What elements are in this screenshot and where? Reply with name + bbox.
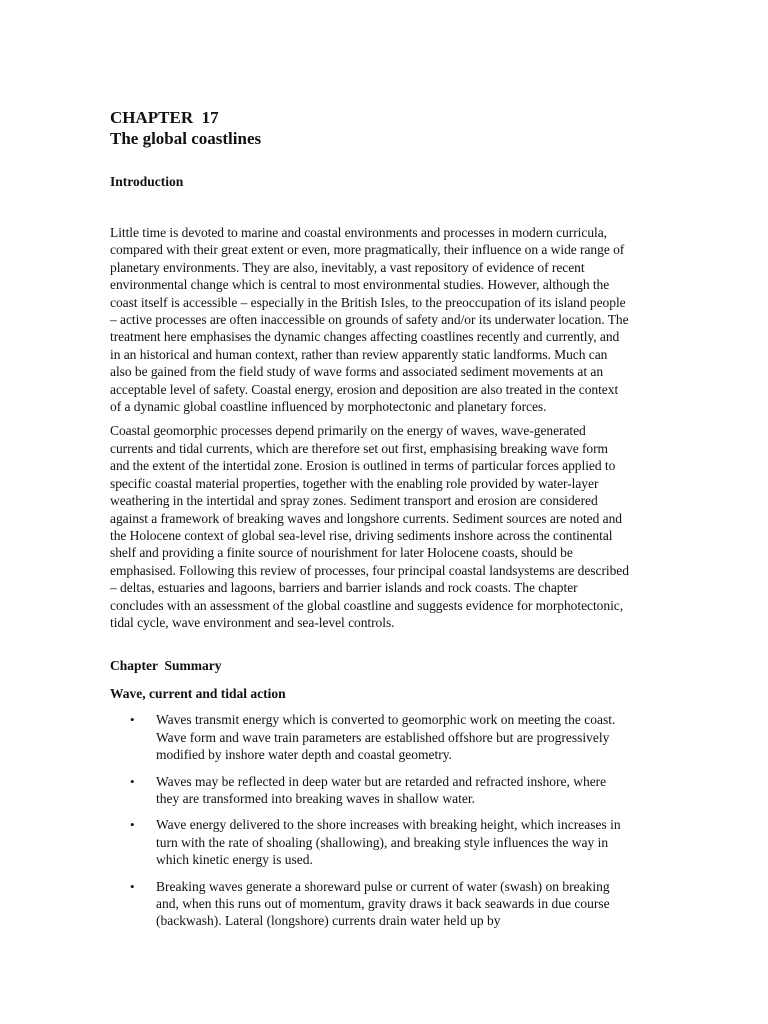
introduction-paragraph-2: Coastal geomorphic processes depend primarily on the energy of waves, wave-generated currents and tidal currents, which are therefore set out first, emphasising breaking wave form and the extent of the intertidal zone. Erosion is outlined in terms of particular forces applied to specific coastal material properties, together with the enabling role provided by water-layer weathering in the intertidal and spray zones. Sediment transport and erosion are considered against a framework of breaking waves and longshore currents. Sediment sources are noted and the Holocene context of global sea-level rise, driving sediments inshore across the continental shelf and providing a finite source of nourishment for later Holocene coasts, should be emphasised. Following this review of processes, four principal coastal landsystems are described – deltas, estuaries and lagoons, barriers and barrier islands and rock coasts. The chapter concludes with an assessment of the global coastline and suggests evidence for morphotectonic, tidal cycle, wave environment and sea-level controls.	[110, 423, 629, 630]
list-item	[110, 773, 630, 808]
summary-bullet-list	[110, 711, 630, 929]
list-item	[110, 878, 630, 930]
list-item	[110, 816, 630, 868]
introduction-heading: Introduction	[110, 174, 184, 189]
list-item-text: Wave energy delivered to the shore increases with breaking height, which increases in turn with the rate of shoaling (shallowing), and breaking style influences the way in which kinetic energy is used.	[156, 817, 621, 868]
introduction-paragraph-1: Little time is devoted to marine and coastal environments and processes in modern curricula, compared with their great extent or even, more pragmatically, their influence on a wide range of planetary environments. They are also, inevitably, a vast repository of evidence of recent environmental change which is central to most environmental studies. However, although the coast itself is accessible – especially in the British Isles, to the preoccupation of its island people – active processes are often inaccessible on grounds of safety and/or its underwater location. The treatment here emphasises the dynamic changes affecting coastlines recently and currently, and in an historical and human context, rather than review apparently static landforms. Much can also be gained from the field study of wave forms and associated sediment movements at an acceptable level of safety. Coastal energy, erosion and deposition are also treated in the context of a dynamic global coastline influenced by morphotectonic and planetary forces.	[110, 225, 629, 415]
wave-current-tidal-heading: Wave, current and tidal action	[110, 686, 286, 702]
bullet-icon: •	[130, 712, 135, 728]
list-item-text: Waves may be reflected in deep water but are retarded and refracted inshore, where they are transformed into breaking waves in shallow water.	[156, 773, 607, 806]
list-item-text: Breaking waves generate a shoreward pulse or current of water (swash) on breaking and, when this runs out of momentum, gravity draws it back seawards in due course (backwash). Lateral (longshore) currents drain water held up by	[156, 878, 610, 929]
bullet-icon: •	[130, 878, 135, 894]
bullet-icon: •	[130, 817, 135, 833]
bullet-icon: •	[130, 773, 135, 789]
document-page	[110, 108, 630, 939]
chapter-title: The global coastlines	[110, 129, 262, 148]
chapter-number: CHAPTER 17	[110, 108, 219, 127]
list-item-text: Waves transmit energy which is converted to geomorphic work on meeting the coast. Wave form and wave train parameters are established offshore but are progressively modified by inshore water depth and coastal geometry.	[156, 712, 616, 763]
chapter-summary-heading: Chapter Summary	[110, 658, 222, 674]
list-item	[110, 711, 630, 763]
